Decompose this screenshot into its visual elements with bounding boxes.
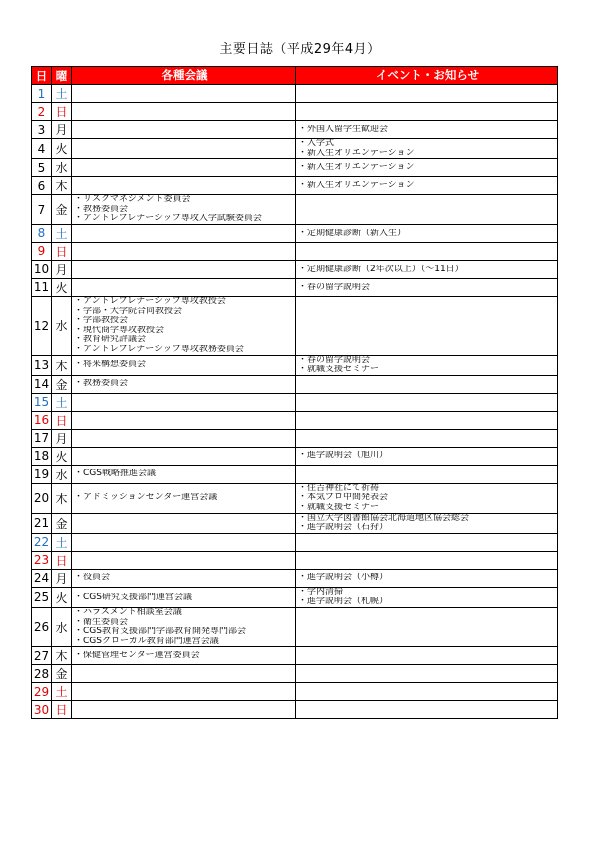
weekday-cell: 火	[52, 139, 72, 159]
weekday-cell: 月	[52, 429, 72, 447]
events-cell	[296, 177, 558, 195]
meetings-cell	[72, 103, 296, 121]
events-cell	[296, 393, 558, 411]
meeting-item: ・衛生委員会	[74, 617, 129, 627]
schedule-row	[32, 701, 558, 719]
schedule-table	[31, 66, 558, 719]
meeting-item: ・CGSグローカル教育部門運営会議	[74, 636, 219, 646]
weekday-cell: 日	[52, 551, 72, 569]
meetings-cell	[72, 242, 296, 260]
day-cell: 23	[32, 551, 52, 569]
schedule-row	[32, 587, 558, 607]
schedule-row	[32, 355, 558, 375]
meetings-cell	[72, 139, 296, 159]
day-cell: 9	[32, 242, 52, 260]
weekday-cell: 金	[52, 665, 72, 683]
events-cell	[296, 647, 558, 665]
weekday-cell: 木	[52, 483, 72, 513]
schedule-row	[32, 513, 558, 533]
day-cell: 25	[32, 587, 52, 607]
day-cell: 6	[32, 177, 52, 195]
meeting-item: ・アントレプレナーシップ専攻入学試験委員会	[74, 214, 262, 224]
day-cell: 4	[32, 139, 52, 159]
meetings-cell	[72, 224, 296, 242]
events-cell	[296, 533, 558, 551]
meetings-cell	[72, 569, 296, 587]
events-cell	[296, 375, 558, 393]
day-cell: 29	[32, 683, 52, 701]
day-cell: 19	[32, 465, 52, 483]
meetings-cell	[72, 607, 296, 646]
schedule-row	[32, 393, 558, 411]
schedule-row	[32, 278, 558, 296]
events-cell	[296, 569, 558, 587]
day-cell: 24	[32, 569, 52, 587]
weekday-cell: 日	[52, 103, 72, 121]
weekday-cell: 木	[52, 355, 72, 375]
events-cell	[296, 121, 558, 139]
meeting-item: ・役員会	[74, 573, 111, 583]
schedule-row	[32, 103, 558, 121]
schedule-row	[32, 569, 558, 587]
day-cell: 30	[32, 701, 52, 719]
header-events: イベント・お知らせ	[296, 67, 558, 85]
events-cell	[296, 224, 558, 242]
weekday-cell: 土	[52, 85, 72, 103]
weekday-cell: 火	[52, 278, 72, 296]
meeting-item: ・教育研究評議会	[74, 335, 147, 345]
schedule-row	[32, 195, 558, 225]
events-cell	[296, 551, 558, 569]
day-cell: 20	[32, 483, 52, 513]
meeting-item: ・保健管理センター運営委員会	[74, 651, 200, 661]
weekday-cell: 水	[52, 607, 72, 646]
weekday-cell: 月	[52, 569, 72, 587]
events-cell	[296, 242, 558, 260]
events-cell	[296, 411, 558, 429]
weekday-cell: 木	[52, 647, 72, 665]
events-cell	[296, 465, 558, 483]
meeting-item: ・学部教授会	[74, 316, 129, 326]
day-cell: 5	[32, 159, 52, 177]
event-item: ・就職支援セミナー	[298, 365, 380, 375]
meetings-cell	[72, 296, 296, 355]
weekday-cell: 日	[52, 701, 72, 719]
day-cell: 26	[32, 607, 52, 646]
meeting-item: ・現代商学専攻教授会	[74, 325, 165, 335]
header-row	[32, 67, 558, 85]
meetings-cell	[72, 587, 296, 607]
events-cell	[296, 429, 558, 447]
events-cell	[296, 355, 558, 375]
meetings-cell	[72, 375, 296, 393]
meetings-cell	[72, 429, 296, 447]
page-title: 主要日誌（平成29年4月）	[219, 42, 381, 57]
meeting-item: ・CGS教育支援部門学部教育開発専門部会	[74, 627, 246, 637]
schedule-row	[32, 224, 558, 242]
weekday-cell: 火	[52, 587, 72, 607]
weekday-cell: 金	[52, 195, 72, 225]
day-cell: 7	[32, 195, 52, 225]
day-cell: 22	[32, 533, 52, 551]
events-cell	[296, 447, 558, 465]
events-cell	[296, 260, 558, 278]
meetings-cell	[72, 411, 296, 429]
meetings-cell	[72, 513, 296, 533]
meeting-item: ・CGS研究支援部門運営会議	[74, 592, 192, 602]
event-item: ・入学式	[298, 139, 335, 148]
meetings-cell	[72, 159, 296, 177]
meeting-item: ・アドミッションセンター運営会議	[74, 493, 218, 503]
events-cell	[296, 607, 558, 646]
schedule-row	[32, 429, 558, 447]
event-item: ・外国人留学生歓迎会	[298, 124, 389, 134]
schedule-row	[32, 375, 558, 393]
schedule-row	[32, 447, 558, 465]
event-item: ・本気プロ中間発表会	[298, 493, 389, 503]
weekday-cell: 月	[52, 121, 72, 139]
day-cell: 28	[32, 665, 52, 683]
event-item: ・住吉神社にて祈祷	[298, 483, 380, 493]
weekday-cell: 土	[52, 393, 72, 411]
meetings-cell	[72, 177, 296, 195]
events-cell	[296, 139, 558, 159]
meeting-item: ・将来構想委員会	[74, 360, 147, 370]
day-cell: 15	[32, 393, 52, 411]
meetings-cell	[72, 393, 296, 411]
meetings-cell	[72, 447, 296, 465]
meeting-item: ・教務委員会	[74, 379, 129, 389]
events-cell	[296, 683, 558, 701]
events-cell	[296, 103, 558, 121]
meetings-cell	[72, 195, 296, 225]
event-item: ・新入生オリエンテーション	[298, 180, 415, 190]
meeting-item: ・アントレプレナーシップ専攻教務委員会	[74, 344, 244, 354]
event-item: ・進学説明会（石狩）	[298, 523, 389, 533]
weekday-cell: 金	[52, 375, 72, 393]
day-cell: 11	[32, 278, 52, 296]
event-item: ・新入生オリエンテーション	[298, 162, 415, 172]
events-cell	[296, 85, 558, 103]
schedule-row	[32, 647, 558, 665]
weekday-cell: 水	[52, 159, 72, 177]
day-cell: 10	[32, 260, 52, 278]
schedule-row	[32, 121, 558, 139]
day-cell: 8	[32, 224, 52, 242]
meetings-cell	[72, 665, 296, 683]
day-cell: 12	[32, 296, 52, 355]
event-item: ・学内清掃	[298, 587, 344, 597]
day-cell: 3	[32, 121, 52, 139]
day-cell: 1	[32, 85, 52, 103]
meeting-item: ・CGS戦略推進会議	[74, 469, 156, 479]
event-item: ・新入生オリエンテーション	[298, 148, 415, 158]
header-meetings: 各種会議	[72, 67, 296, 85]
schedule-row	[32, 85, 558, 103]
header-weekday: 曜	[52, 67, 72, 85]
schedule-row	[32, 411, 558, 429]
events-cell	[296, 483, 558, 513]
day-cell: 27	[32, 647, 52, 665]
event-item: ・進学説明会（札幌）	[298, 597, 389, 607]
meetings-cell	[72, 465, 296, 483]
meetings-cell	[72, 483, 296, 513]
schedule-row	[32, 551, 558, 569]
meeting-item: ・教務委員会	[74, 204, 129, 214]
meetings-cell	[72, 683, 296, 701]
event-item: ・進学説明会（旭川）	[298, 451, 389, 461]
schedule-row	[32, 139, 558, 159]
event-item: ・就職支援セミナー	[298, 502, 380, 512]
schedule-row	[32, 483, 558, 513]
event-item: ・春の留学説明会	[298, 355, 371, 365]
meetings-cell	[72, 260, 296, 278]
events-cell	[296, 296, 558, 355]
meetings-cell	[72, 121, 296, 139]
schedule-row	[32, 177, 558, 195]
meeting-item: ・リスクマネジメント委員会	[74, 195, 191, 205]
day-cell: 14	[32, 375, 52, 393]
weekday-cell: 木	[52, 177, 72, 195]
weekday-cell: 水	[52, 296, 72, 355]
meeting-item: ・ハラスメント相談室会議	[74, 607, 182, 617]
events-cell	[296, 159, 558, 177]
day-cell: 16	[32, 411, 52, 429]
meetings-cell	[72, 85, 296, 103]
weekday-cell: 月	[52, 260, 72, 278]
weekday-cell: 日	[52, 411, 72, 429]
event-item: ・春の留学説明会	[298, 282, 371, 292]
weekday-cell: 水	[52, 465, 72, 483]
weekday-cell: 日	[52, 242, 72, 260]
event-item: ・定期健康診断（2年次以上）（～11日）	[298, 264, 464, 274]
events-cell	[296, 278, 558, 296]
event-item: ・定期健康診断（新入生）	[298, 228, 407, 238]
schedule-row	[32, 260, 558, 278]
schedule-row	[32, 465, 558, 483]
meetings-cell	[72, 647, 296, 665]
meetings-cell	[72, 701, 296, 719]
meeting-item: ・学部・大学院合同教授会	[74, 306, 183, 316]
event-item: ・国立大学図書館協会北海道地区協会総会	[298, 513, 470, 523]
schedule-row	[32, 159, 558, 177]
events-cell	[296, 513, 558, 533]
schedule-row	[32, 607, 558, 646]
meeting-item: ・アントレプレナーシップ専攻教授会	[74, 297, 226, 306]
schedule-row	[32, 296, 558, 355]
weekday-cell: 火	[52, 447, 72, 465]
meetings-cell	[72, 551, 296, 569]
day-cell: 17	[32, 429, 52, 447]
schedule-row	[32, 665, 558, 683]
header-day: 日	[32, 67, 52, 85]
meetings-cell	[72, 533, 296, 551]
day-cell: 21	[32, 513, 52, 533]
day-cell: 13	[32, 355, 52, 375]
schedule-row	[32, 533, 558, 551]
meetings-cell	[72, 355, 296, 375]
schedule-row	[32, 683, 558, 701]
events-cell	[296, 665, 558, 683]
weekday-cell: 金	[52, 513, 72, 533]
events-cell	[296, 701, 558, 719]
weekday-cell: 土	[52, 533, 72, 551]
weekday-cell: 土	[52, 224, 72, 242]
schedule-body	[32, 85, 558, 719]
events-cell	[296, 587, 558, 607]
meetings-cell	[72, 278, 296, 296]
schedule-row	[32, 242, 558, 260]
event-item: ・進学説明会（小樽）	[298, 573, 389, 583]
day-cell: 18	[32, 447, 52, 465]
events-cell	[296, 195, 558, 225]
weekday-cell: 土	[52, 683, 72, 701]
day-cell: 2	[32, 103, 52, 121]
